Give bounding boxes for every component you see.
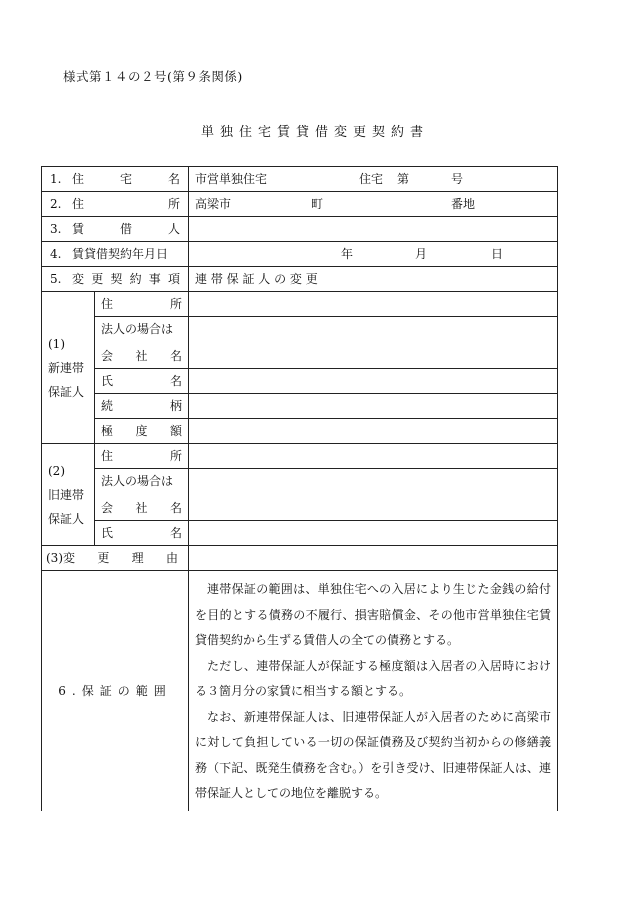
value-new-guarantor-address (189, 292, 558, 317)
contract-form-table (41, 166, 558, 811)
label-new-guarantor-relation: 続 柄 (95, 394, 189, 419)
label-old-guarantor-company: 法人の場合は 会 社 名 (95, 469, 189, 521)
value-old-guarantor-address (189, 444, 558, 469)
value-change-reason (189, 546, 558, 571)
label-address: 2. 住 所 (42, 192, 189, 217)
label-old-guarantor-address: 住 所 (95, 444, 189, 469)
value-old-guarantor-name (189, 521, 558, 546)
label-change-item: 5. 変 更 契 約 事 項 (42, 267, 189, 292)
row-new-guarantor-address (42, 292, 558, 317)
value-new-guarantor-relation (189, 394, 558, 419)
value-contract-date: 年 月 日 (189, 242, 558, 267)
row-tenant (42, 217, 558, 242)
label-new-guarantor-address: 住 所 (95, 292, 189, 317)
row-guarantee-scope (42, 571, 558, 811)
guarantee-scope-clause (189, 571, 558, 811)
value-new-guarantor-name (189, 369, 558, 394)
row-new-guarantor-company (42, 317, 558, 369)
row-new-guarantor-name (42, 369, 558, 394)
clause-paragraph: なお、新連帯保証人は、旧連帯保証人が入居者のために高梁市に対して負担している一切の保証債務及び契約当初からの修繕義務（下記、既発生債務を含む。）を引き受け、旧連帯保証人は、連帯保証人としての地位を離脱する。 (195, 709, 552, 800)
label-change-reason: (3)変 更 理 由 (42, 546, 189, 571)
label-house-name: 1. 住 宅 名 (42, 167, 189, 192)
row-old-guarantor-company (42, 469, 558, 521)
clause-paragraph: ただし、連帯保証人が保証する極度額は入居者の入居時における３箇月分の家賃に相当する額とする。 (195, 658, 552, 698)
row-change-item (42, 267, 558, 292)
label-tenant: 3. 賃 借 人 (42, 217, 189, 242)
label-new-guarantor-limit: 極 度 額 (95, 419, 189, 444)
document-title: 単独住宅賃貸借変更契約書 (200, 125, 429, 140)
value-tenant (189, 217, 558, 242)
label-old-guarantor: (2) 旧連帯 保証人 (42, 444, 95, 546)
clause-paragraph: 連帯保証の範囲は、単独住宅への入居により生じた金銭の給付を目的とする債務の不履行、損害賠償金、その他市営単独住宅賃貸借契約から生ずる賃借人の全ての債務とする。 (195, 582, 552, 647)
row-contract-date (42, 242, 558, 267)
value-house-name: 市営単独住宅 住宅 第 号 (189, 167, 558, 192)
label-contract-date: 4. 賃貸借契約年月日 (42, 242, 189, 267)
value-change-item: 連 帯 保 証 人 の 変 更 (189, 267, 558, 292)
value-address: 高梁市 町 番地 (189, 192, 558, 217)
row-new-guarantor-relation (42, 394, 558, 419)
row-change-reason (42, 546, 558, 571)
label-new-guarantor-name: 氏 名 (95, 369, 189, 394)
value-new-guarantor-limit (189, 419, 558, 444)
row-old-guarantor-address (42, 444, 558, 469)
label-new-guarantor-company: 法人の場合は 会 社 名 (95, 317, 189, 369)
row-old-guarantor-name (42, 521, 558, 546)
row-address (42, 192, 558, 217)
label-old-guarantor-name: 氏 名 (95, 521, 189, 546)
label-guarantee-scope: 6.保証の範囲 (42, 571, 189, 811)
row-house-name (42, 167, 558, 192)
value-old-guarantor-company (189, 469, 558, 521)
form-number: 様式第１４の２号(第９条関係) (63, 69, 243, 84)
label-new-guarantor: (1) 新連帯 保証人 (42, 292, 95, 444)
value-new-guarantor-company (189, 317, 558, 369)
row-new-guarantor-limit (42, 419, 558, 444)
